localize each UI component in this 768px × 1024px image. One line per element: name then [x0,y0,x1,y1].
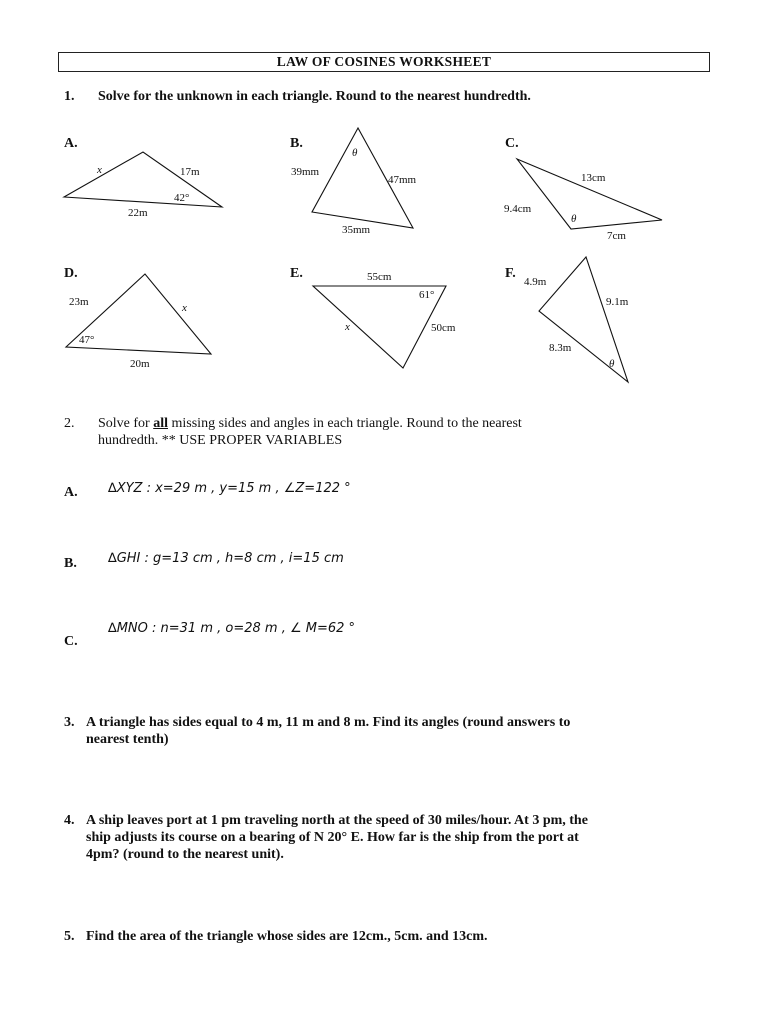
triangle-label-e: E. [290,266,303,281]
triangle-c-side3: 7cm [607,230,626,242]
worksheet-title: LAW OF COSINES WORKSHEET [58,52,710,72]
triangle-c-side2: 9.4cm [504,203,532,215]
triangle-f-side2: 9.1m [606,296,629,308]
triangle-c [504,159,662,242]
triangle-a-shape [64,152,222,207]
part-label-b: B. [64,556,77,571]
triangle-b-side2: 47mm [388,174,417,186]
triangle-label-c: C. [505,136,519,151]
triangle-b-side1: 39mm [291,166,320,178]
equation-a: ∆XYZ : x=29 m , y=15 m , ∠Z=122 ° [108,481,351,496]
triangle-d-side2: 20m [130,358,150,370]
question-number: 5. [64,929,75,944]
triangle-e-x: x [345,321,350,333]
part-label-a: A. [64,485,78,500]
question-text-line1: A triangle has sides equal to 4 m, 11 m and 8 m. Find its angles (round answers to [86,715,571,730]
question-number: 4. [64,813,75,828]
triangle-d-x: x [182,302,187,314]
question-number: 1. [64,89,75,104]
triangle-a-side2: 22m [128,207,148,219]
triangle-f-theta: θ [609,358,615,370]
triangle-e-side1: 55cm [367,271,392,283]
question-text-rest: missing sides and angles in each triangle. Round to the nearest [168,416,522,431]
triangle-a-x: x [97,164,102,176]
triangle-c-theta: θ [571,213,577,225]
triangle-label-a: A. [64,136,78,151]
question-text-line1: A ship leaves port at 1 pm traveling north at the speed of 30 miles/hour. At 3 pm, the [86,813,588,828]
triangle-d-side1: 23m [69,296,89,308]
question-text-line1: Find the area of the triangle whose sides are 12cm., 5cm. and 13cm. [86,929,488,944]
question-text: Solve for the unknown in each triangle. Round to the nearest hundredth. [98,89,531,104]
triangle-d-angle: 47° [79,334,95,346]
triangle-a-angle: 42° [174,192,190,204]
equation-c: ∆MNO : n=31 m , o=28 m , ∠ M=62 ° [108,621,356,636]
triangle-b-side3: 35mm [342,224,371,236]
part-label-c: C. [64,634,78,649]
triangle-b [291,128,417,236]
triangle-c-shape [517,159,662,229]
triangle-d [66,274,211,370]
equation-b: ∆GHI : g=13 cm , h=8 cm , i=15 cm [108,551,344,566]
triangle-f [524,257,629,382]
question-text-line2: hundredth. ** USE PROPER VARIABLES [98,433,343,448]
triangle-label-d: D. [64,266,78,281]
question-text-line3: 4pm? (round to the nearest unit). [86,847,284,862]
triangle-e [313,271,456,368]
triangle-f-side1: 4.9m [524,276,547,288]
triangle-a-side1: 17m [180,166,200,178]
triangle-label-b: B. [290,136,303,151]
triangle-f-shape [539,257,628,382]
triangle-f-side3: 8.3m [549,342,572,354]
triangle-e-angle: 61° [419,289,435,301]
triangle-a [64,152,222,219]
triangle-label-f: F. [505,266,516,281]
emphasis-all: all [153,416,168,431]
question-number: 3. [64,715,75,730]
question-text-start: Solve for [98,416,154,431]
triangle-c-side1: 13cm [581,172,606,184]
question-number: 2. [64,416,75,431]
triangle-e-side2: 50cm [431,322,456,334]
question-text-line2: nearest tenth) [86,732,169,747]
triangle-b-theta: θ [352,147,358,159]
question-text-line2: ship adjusts its course on a bearing of N 20° E. How far is the ship from the port at [86,830,579,845]
